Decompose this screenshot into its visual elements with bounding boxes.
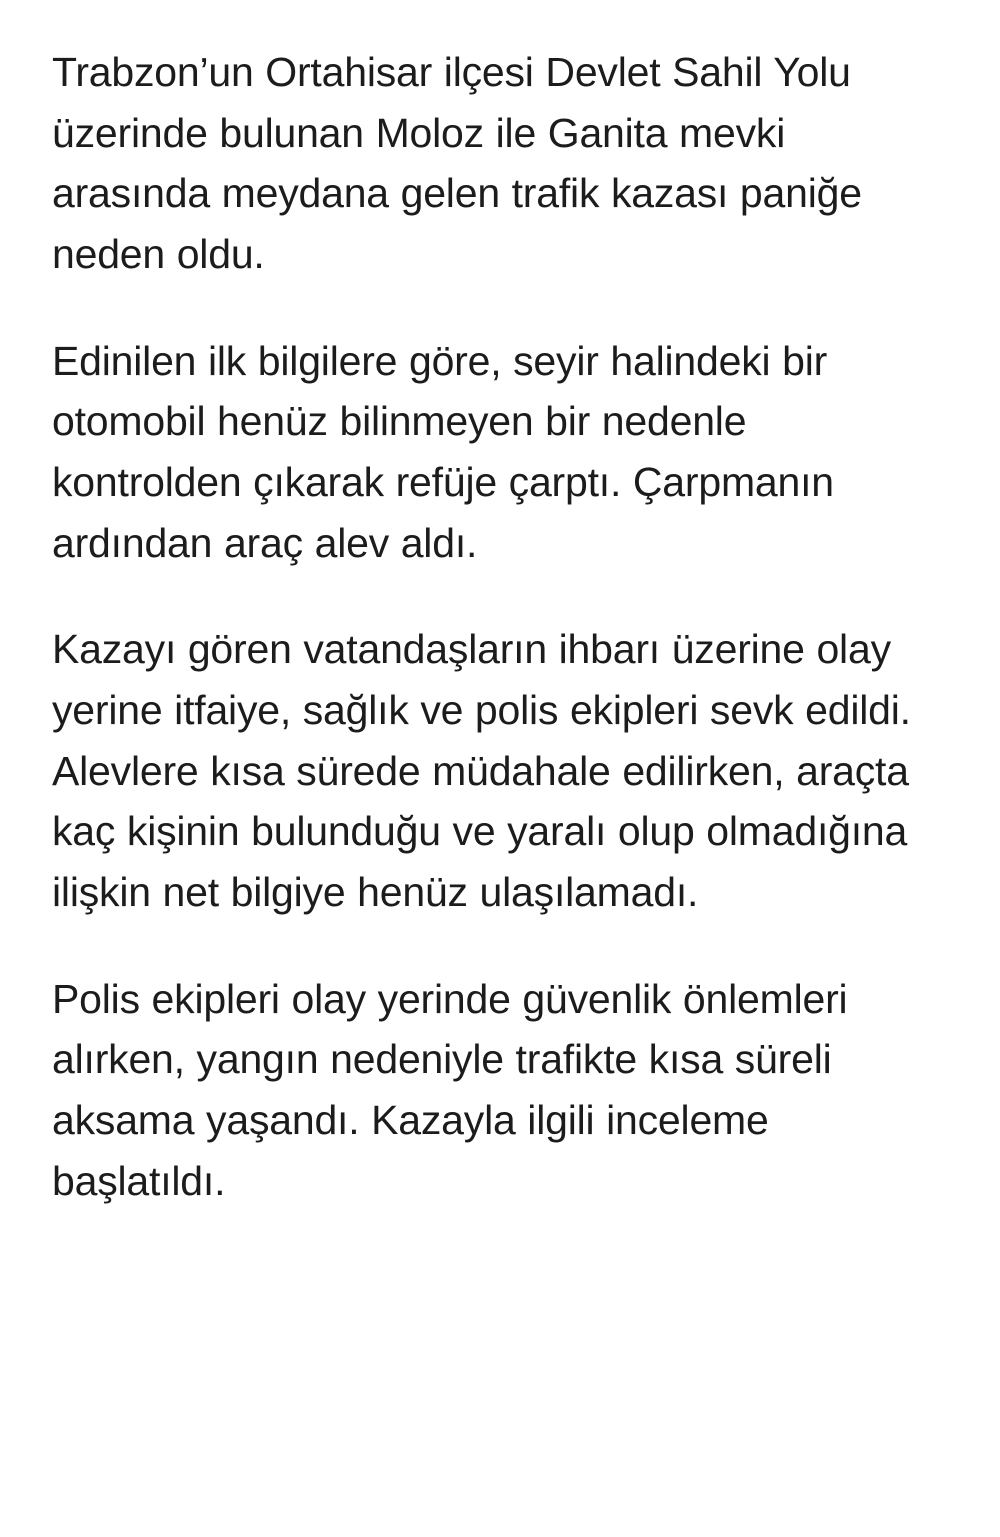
article-paragraph-aftermath: Polis ekipleri olay yerinde güvenlik önlemleri alırken, yangın nedeniyle trafikte kısa süreli aksama yaşandı. Kazayla ilgili inceleme başlatıldı. (52, 975, 848, 1204)
article-paragraph-lead: Trabzon’un Ortahisar ilçesi Devlet Sahil Yolu üzerinde bulunan Moloz ile Ganita mevki arasında meydana gelen trafik kazası paniğe neden oldu. (52, 49, 862, 278)
article-paragraph-details: Edinilen ilk bilgilere göre, seyir halindeki bir otomobil henüz bilinmeyen bir nedenle kontrolden çıkarak refüje çarptı. Çarpmanın ardından araç alev aldı. (52, 337, 834, 566)
article-paragraph-response: Kazayı gören vatandaşların ihbarı üzerine olay yerine itfaiye, sağlık ve polis ekipleri sevk edildi. Alevlere kısa sürede müdahale edilirken, araçta kaç kişinin bulunduğu ve yaralı olup olmadığına ilişkin net bilgiye henüz ulaşılamadı. (52, 626, 911, 916)
